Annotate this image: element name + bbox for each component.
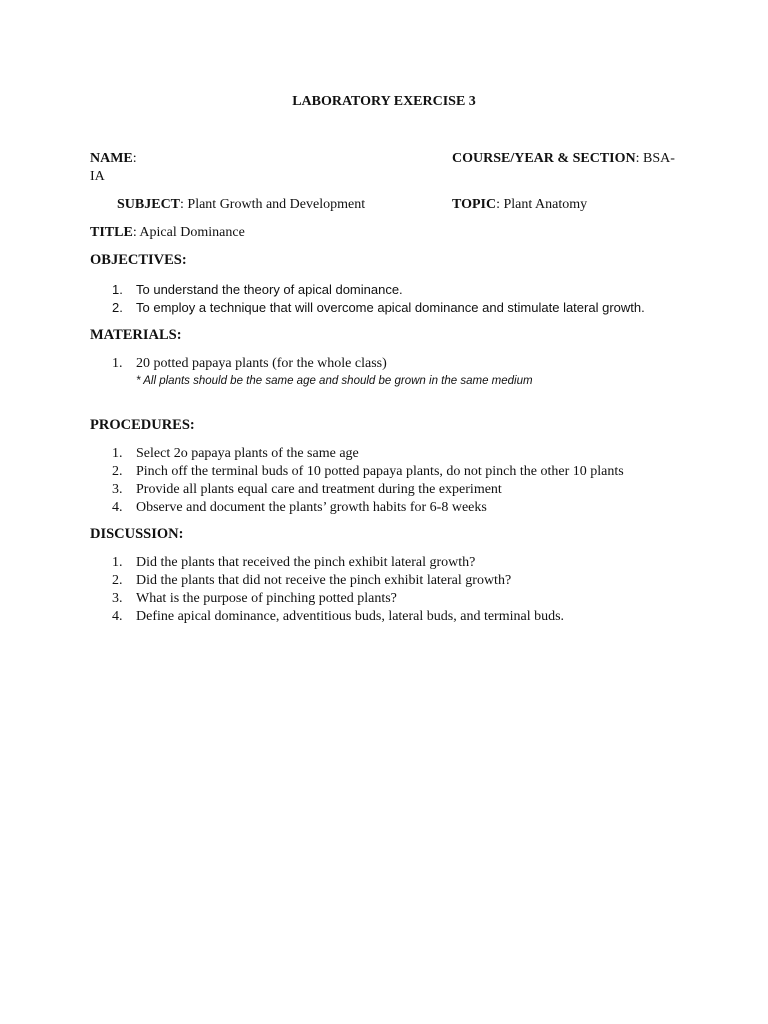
- subject-value: : Plant Growth and Development: [180, 197, 366, 212]
- subject-field: [117, 197, 365, 213]
- discussion-list: [112, 554, 564, 626]
- title-label: TITLE: [90, 225, 133, 240]
- list-number: 4.: [112, 609, 123, 624]
- list-number: 4.: [112, 500, 123, 515]
- list-item: [112, 463, 624, 481]
- list-text: Pinch off the terminal buds of 10 potted papaya plants, do not pinch the other 10 plants: [136, 464, 624, 479]
- list-number: 1.: [112, 446, 123, 461]
- list-number: 1.: [112, 356, 123, 371]
- discussion-heading: DISCUSSION:: [90, 526, 184, 542]
- list-text: What is the purpose of pinching potted plants?: [136, 591, 397, 606]
- list-number: 3.: [112, 591, 123, 606]
- list-text: To understand the theory of apical dominance.: [136, 282, 403, 297]
- list-item: [112, 608, 564, 626]
- list-number: 1.: [112, 282, 123, 297]
- list-text: Observe and document the plants’ growth habits for 6-8 weeks: [136, 500, 487, 515]
- list-item: [112, 590, 564, 608]
- list-text: Define apical dominance, adventitious buds, lateral buds, and terminal buds.: [136, 609, 565, 624]
- list-text: 20 potted papaya plants (for the whole class): [136, 356, 387, 371]
- title-value: : Apical Dominance: [132, 225, 245, 240]
- name-value: :: [132, 151, 137, 166]
- list-item: [112, 355, 387, 373]
- materials-note: * All plants should be the same age and should be grown in the same medium: [136, 375, 533, 387]
- list-text: To employ a technique that will overcome apical dominance and stimulate lateral growth.: [136, 300, 645, 315]
- objectives-list: [112, 281, 645, 317]
- topic-field: [452, 197, 587, 213]
- list-number: 2.: [112, 300, 123, 315]
- subject-label: SUBJECT: [117, 197, 181, 212]
- list-number: 2.: [112, 464, 123, 479]
- list-number: 2.: [112, 573, 123, 588]
- list-text: Did the plants that did not receive the pinch exhibit lateral growth?: [136, 573, 512, 588]
- list-text: Provide all plants equal care and treatment during the experiment: [136, 482, 502, 497]
- topic-value: : Plant Anatomy: [496, 197, 588, 212]
- course-field: [452, 151, 675, 167]
- list-item: [112, 499, 624, 517]
- list-text: Select 2o papaya plants of the same age: [136, 446, 359, 461]
- procedures-heading: PROCEDURES:: [90, 417, 195, 433]
- course-value: : BSA-: [635, 151, 675, 166]
- list-number: 1.: [112, 555, 123, 570]
- objectives-heading: OBJECTIVES:: [90, 252, 187, 268]
- materials-list: [112, 355, 387, 373]
- name-label: NAME: [90, 151, 133, 166]
- list-number: 3.: [112, 482, 123, 497]
- title-field: [90, 225, 245, 241]
- topic-label: TOPIC: [452, 197, 497, 212]
- list-item: [112, 554, 564, 572]
- list-item: [112, 281, 645, 299]
- course-label: COURSE/YEAR & SECTION: [452, 151, 636, 166]
- list-item: [112, 481, 624, 499]
- document-title: LABORATORY EXERCISE 3: [292, 94, 476, 109]
- list-item: [112, 445, 624, 463]
- list-item: [112, 299, 645, 317]
- name-field: [90, 151, 137, 167]
- course-value-wrap: IA: [90, 169, 105, 184]
- procedures-list: [112, 445, 624, 517]
- list-text: Did the plants that received the pinch exhibit lateral growth?: [136, 555, 476, 570]
- materials-heading: MATERIALS:: [90, 327, 182, 343]
- list-item: [112, 572, 564, 590]
